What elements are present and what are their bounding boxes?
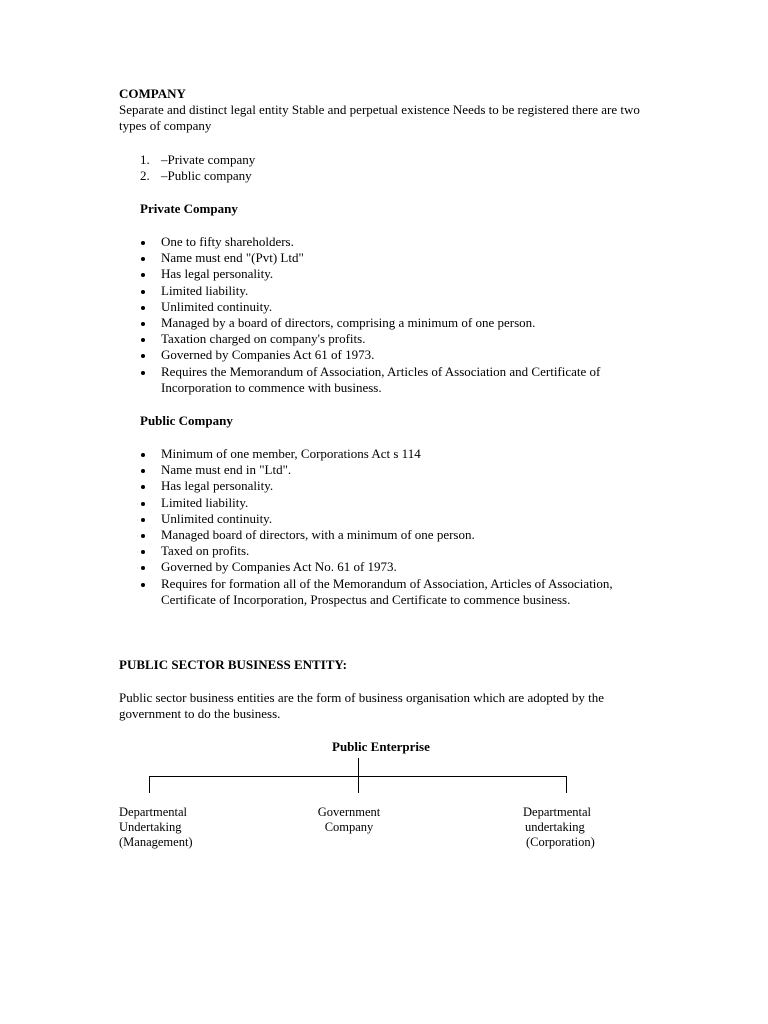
node-line: Government xyxy=(317,805,381,819)
diagram-middle-connector xyxy=(358,776,359,793)
public-sector-heading: PUBLIC SECTOR BUSINESS ENTITY: xyxy=(119,657,347,672)
list-item-text: –Public company xyxy=(161,168,252,184)
list-item: Unlimited continuity. xyxy=(119,299,659,315)
company-types-list xyxy=(119,152,255,184)
private-company-heading: Private Company xyxy=(140,201,238,216)
company-intro: Separate and distinct legal entity Stable and perpetual existence Needs to be registered there are two types of company xyxy=(119,102,640,134)
node-line: (Management) xyxy=(119,835,193,849)
list-item: Name must end in "Ltd". xyxy=(119,462,659,478)
node-line: (Corporation) xyxy=(526,835,595,849)
list-item: Governed by Companies Act No. 61 of 1973. xyxy=(119,559,659,575)
list-item: Managed by a board of directors, comprising a minimum of one person. xyxy=(119,315,659,331)
list-number: 2. xyxy=(140,168,150,184)
list-number: 1. xyxy=(140,152,150,167)
list-item: Managed board of directors, with a minimum of one person. xyxy=(119,527,659,543)
list-item-text: –Private company xyxy=(161,152,256,167)
list-item: Taxed on profits. xyxy=(119,543,659,559)
diagram-root-label: Public Enterprise xyxy=(332,739,430,754)
list-item: One to fifty shareholders. xyxy=(119,234,659,250)
public-sector-intro: Public sector business entities are the form of business organisation which are adopted by the government to do the business. xyxy=(119,690,604,722)
diagram-left-connector xyxy=(149,776,150,793)
node-line: Undertaking xyxy=(119,820,182,834)
private-company-list xyxy=(119,234,659,396)
company-type-item xyxy=(119,168,255,184)
list-item: Requires for formation all of the Memorandum of Association, Articles of Association, Certificate of Incorporation, Prospectus and Certificate to commence business. xyxy=(119,576,659,608)
company-type-item xyxy=(119,152,255,168)
public-company-list xyxy=(119,446,659,608)
list-item: Unlimited continuity. xyxy=(119,511,659,527)
diagram-root-connector xyxy=(358,758,359,777)
list-item: Governed by Companies Act 61 of 1973. xyxy=(119,347,659,363)
node-line: Company xyxy=(324,820,374,834)
diagram-node-left xyxy=(119,805,193,850)
list-item: Has legal personality. xyxy=(119,478,659,494)
node-line: Departmental xyxy=(523,805,592,819)
list-item: Limited liability. xyxy=(119,283,659,299)
list-item: Name must end "(Pvt) Ltd" xyxy=(119,250,659,266)
list-item: Has legal personality. xyxy=(119,266,659,282)
node-line: Departmental xyxy=(119,805,188,819)
public-company-heading: Public Company xyxy=(140,413,233,428)
list-item: Limited liability. xyxy=(119,495,659,511)
list-item: Requires the Memorandum of Association, Articles of Association and Certificate of Incorporation to commence with business. xyxy=(119,364,659,396)
diagram-right-connector xyxy=(566,776,567,793)
company-heading: COMPANY xyxy=(119,86,186,101)
diagram-node-right xyxy=(523,805,595,850)
list-item: Taxation charged on company's profits. xyxy=(119,331,659,347)
diagram-node-middle xyxy=(316,805,382,835)
list-item: Minimum of one member, Corporations Act s 114 xyxy=(119,446,659,462)
node-line: undertaking xyxy=(525,820,585,834)
